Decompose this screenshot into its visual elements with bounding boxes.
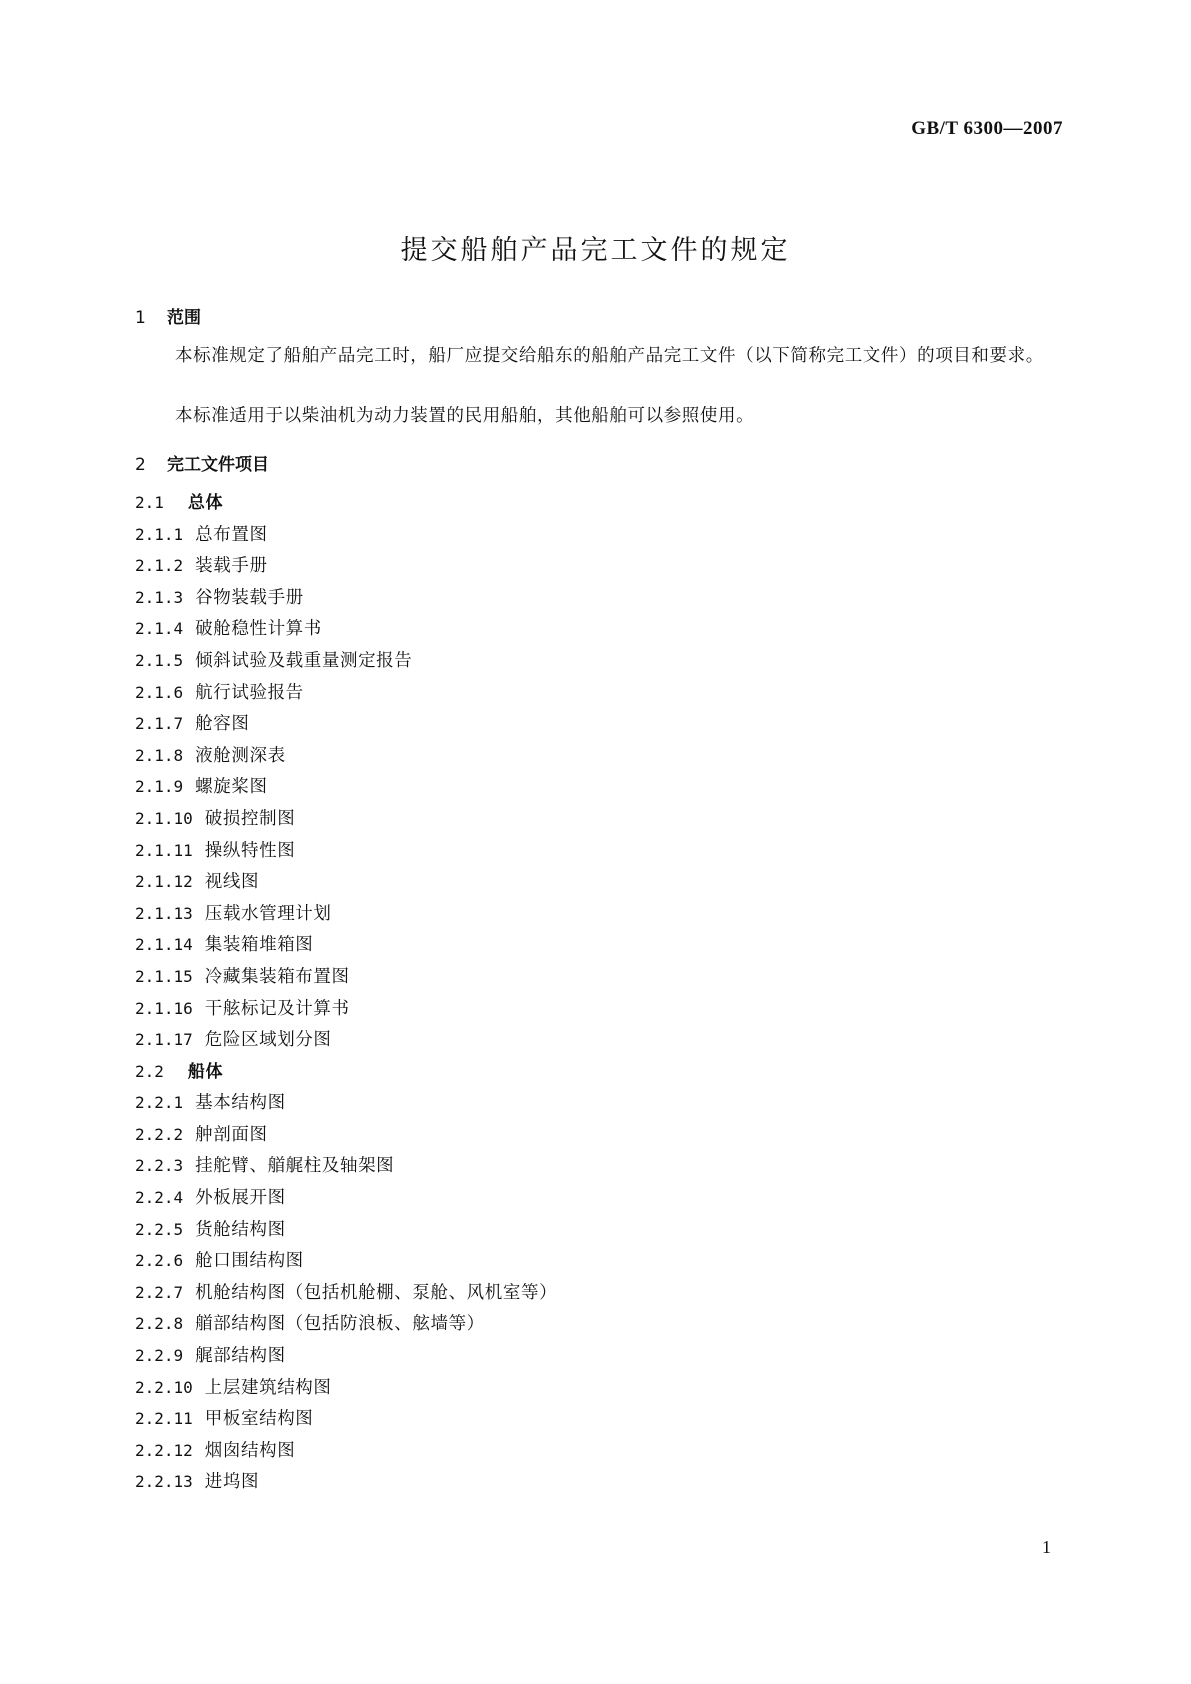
item-number: 2.1.6: [135, 682, 184, 702]
list-item: [135, 1214, 557, 1246]
item-text: 视线图: [204, 872, 260, 893]
list-item: [135, 961, 557, 993]
item-number: 2.1.3: [135, 587, 184, 607]
scope-paragraph-1: 本标准规定了船舶产品完工时，船厂应提交给船东的船舶产品完工文件（以下简称完工文件）的项目和要求。: [175, 346, 1044, 366]
item-text: 舱口围结构图: [195, 1251, 304, 1272]
list-item: [135, 803, 557, 835]
item-text: 干舷标记及计算书: [204, 998, 350, 1019]
item-text: 冷藏集装箱布置图: [204, 966, 350, 987]
item-text: 螺旋桨图: [195, 777, 268, 798]
list-item: [135, 708, 557, 740]
item-number: 2.1.11: [135, 840, 193, 860]
item-text: 烟囱结构图: [204, 1440, 296, 1461]
item-text: 装载手册: [195, 556, 268, 577]
list-item: [135, 550, 557, 582]
item-text: 基本结构图: [195, 1093, 286, 1114]
list-item: [135, 929, 557, 961]
list-item: [135, 740, 557, 772]
item-text: 货舱结构图: [195, 1219, 286, 1240]
item-number: 2.2.10: [135, 1377, 193, 1397]
item-number: 2.1.7: [135, 714, 184, 734]
section-title: 范围: [167, 308, 201, 328]
item-text: 船体: [187, 1061, 224, 1082]
section-1-heading: [135, 303, 201, 328]
section-title: 完工文件项目: [167, 455, 269, 475]
item-text: 外板展开图: [195, 1188, 286, 1209]
item-text: 上层建筑结构图: [204, 1377, 332, 1398]
list-item: [135, 582, 557, 614]
list-item: [135, 1056, 557, 1088]
list-item: [135, 866, 557, 898]
item-number: 2.2.8: [135, 1314, 184, 1334]
item-text: 操纵特性图: [204, 840, 296, 861]
list-item: [135, 1087, 557, 1119]
item-text: 压载水管理计划: [204, 903, 332, 924]
list-item: [135, 1435, 557, 1467]
document-title: 提交船舶产品完工文件的规定: [400, 235, 791, 266]
item-number: 2.1.16: [135, 998, 193, 1018]
page-number: 1: [1042, 1537, 1051, 1557]
item-number: 2.1.15: [135, 966, 193, 986]
item-number: 2.1.9: [135, 777, 184, 797]
item-number: 2.2.1: [135, 1093, 184, 1113]
list-item: [135, 835, 557, 867]
item-text: 液舱测深表: [195, 745, 286, 766]
list-item: [135, 898, 557, 930]
list-item: [135, 1372, 557, 1404]
item-text: 总布置图: [195, 524, 268, 545]
list-item: [135, 613, 557, 645]
item-number: 2.2.2: [135, 1124, 184, 1144]
item-number: 2.2.12: [135, 1440, 193, 1460]
item-text: 艏部结构图（包括防浪板、舷墙等）: [195, 1314, 485, 1335]
section-2-heading: [135, 450, 269, 475]
item-text: 集装箱堆箱图: [204, 935, 314, 956]
list-item: [135, 1119, 557, 1151]
list-item: [135, 1245, 557, 1277]
list-item: [135, 771, 557, 803]
item-number: 2.2.7: [135, 1282, 184, 1302]
item-text: 航行试验报告: [195, 682, 304, 703]
list-item: [135, 519, 557, 551]
item-text: 舯剖面图: [195, 1124, 268, 1145]
item-number: 2.2.3: [135, 1156, 184, 1176]
item-number: 2.1.5: [135, 650, 184, 670]
item-number: 2.2: [135, 1061, 164, 1081]
item-text: 破舱稳性计算书: [195, 619, 322, 640]
list-item: [135, 677, 557, 709]
item-number: 2.1: [135, 493, 164, 512]
item-number: 2.2.13: [135, 1472, 193, 1492]
list-item: [135, 1024, 557, 1056]
item-text: 危险区域划分图: [204, 1030, 332, 1051]
item-number: 2.2.4: [135, 1188, 184, 1208]
item-number: 2.1.4: [135, 619, 184, 639]
item-number: 2.1.17: [135, 1030, 193, 1050]
item-text: 甲板室结构图: [204, 1409, 314, 1430]
item-number: 2.1.12: [135, 872, 193, 892]
item-number: 2.1.2: [135, 556, 184, 576]
scope-paragraph-2: 本标准适用于以柴油机为动力装置的民用船舶，其他船舶可以参照使用。: [175, 406, 755, 426]
item-number: 2.2.9: [135, 1346, 184, 1366]
item-number: 2.2.11: [135, 1409, 193, 1429]
item-text: 倾斜试验及载重量测定报告: [195, 650, 413, 671]
item-number: 2.2.6: [135, 1251, 184, 1271]
section-number: 2: [135, 455, 146, 475]
list-item: [135, 1277, 557, 1309]
document-items-list: [135, 487, 557, 1498]
item-text: 谷物装载手册: [195, 587, 304, 608]
item-text: 机舱结构图（包括机舱棚、泵舱、风机室等）: [195, 1282, 558, 1303]
list-item: [135, 1182, 557, 1214]
section-number: 1: [135, 308, 146, 328]
item-text: 破损控制图: [204, 808, 296, 829]
item-number: 2.1.10: [135, 808, 193, 828]
item-number: 2.1.1: [135, 524, 184, 544]
item-text: 总体: [187, 493, 224, 513]
list-item: [135, 1340, 557, 1372]
item-text: 艉部结构图: [195, 1346, 286, 1367]
list-item: [135, 1466, 557, 1498]
item-text: 挂舵臂、艏艉柱及轴架图: [195, 1156, 395, 1177]
list-item: [135, 1403, 557, 1435]
item-number: 2.1.13: [135, 903, 193, 923]
item-number: 2.2.5: [135, 1219, 184, 1239]
item-text: 进坞图: [204, 1472, 260, 1493]
item-number: 2.1.14: [135, 935, 193, 955]
list-item: [135, 1150, 557, 1182]
item-number: 2.1.8: [135, 745, 184, 765]
standard-code: GB/T 6300—2007: [911, 118, 1063, 139]
item-text: 舱容图: [195, 714, 250, 735]
list-item: [135, 1308, 557, 1340]
list-item: [135, 487, 557, 519]
list-item: [135, 645, 557, 677]
list-item: [135, 993, 557, 1025]
